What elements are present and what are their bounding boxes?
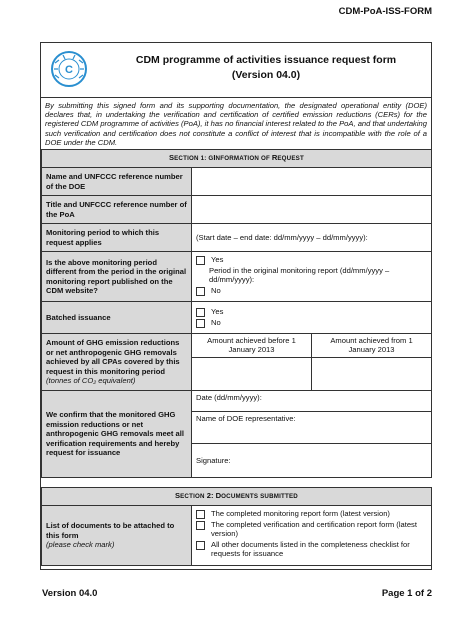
documents-checklist (192, 506, 432, 566)
amount-label-text: Amount of GHG emission reductions or net anthropogenic GHG removals achieved by all CPAs covered by this request in this monitoring period (46, 338, 180, 376)
period-different-yes-option[interactable] (196, 255, 427, 265)
footer-page-number: Page 1 of 2 (381, 588, 432, 599)
document-checkbox[interactable] (196, 510, 205, 519)
batched-issuance-label: Batched issuance (42, 302, 192, 334)
document-item[interactable] (196, 540, 427, 559)
document-checkbox[interactable] (196, 541, 205, 550)
footer-version: Version 04.0 (42, 588, 98, 599)
no-label: No (211, 285, 221, 295)
section-gap (42, 478, 432, 488)
period-original-text: Period in the original monitoring report (dd/mm/yyyy – dd/mm/yyyy): (209, 266, 390, 285)
monitoring-period-label: Monitoring period to which this request applies (42, 224, 192, 252)
intro-declaration: By submitting this signed form and its supporting documentation, the designated operational entity (DOE) declares that, in undertaking the verification and certification of certified emission reductions (CERs) for the registered CDM programme of activities (PoA), it has no financial interest related to the PoA, and that undertaking such verification and certification does not constitute a conflict of interest that is incompatible with the role of a DOE under the CDM. (45, 101, 427, 147)
signature-field[interactable] (192, 444, 432, 478)
documents-label-text: List of documents to be attached to this form (46, 521, 175, 540)
amount-from-2013-header: Amount achieved from 1 January 2013 (312, 334, 431, 358)
document-item[interactable] (196, 509, 427, 519)
amount-label (42, 334, 192, 391)
amount-unit: (tonnes of CO₂ equivalent) (46, 376, 136, 386)
doe-reference-label: Name and UNFCCC reference number of the DOE (42, 168, 192, 196)
batched-no-label: No (211, 318, 221, 327)
section-1-heading: SECTION 1: GINFORMATION OF REQUEST (42, 150, 432, 168)
batched-no-checkbox[interactable] (196, 319, 205, 328)
period-different-no-option[interactable] (196, 286, 427, 296)
date-label: Date (dd/mm/yyyy): (196, 393, 262, 402)
yes-label: Yes (211, 255, 224, 264)
title-line-2: (Version 04.0) (231, 69, 301, 81)
documents-list-label (42, 506, 192, 566)
poa-reference-field[interactable] (192, 196, 432, 224)
title-line-1: CDM programme of activities issuance request form (135, 54, 397, 66)
no-checkbox[interactable] (196, 287, 205, 296)
signature-label: Signature: (196, 455, 231, 465)
document-item-label: The completed verification and certification report form (latest version) (211, 520, 417, 539)
confirmation-label: We confirm that the monitored GHG emission reductions or net anthropogenic GHG removals meet all verification requirements and hereby request for issuance (42, 391, 192, 478)
yes-checkbox[interactable] (196, 256, 205, 265)
section-2-heading: SECTION 2: DOCUMENTS SUBMITTED (42, 488, 432, 506)
document-item[interactable] (196, 520, 427, 539)
documents-hint: (please check mark) (46, 540, 115, 550)
document-item-label: All other documents listed in the completeness checklist for requests for issuance (211, 539, 410, 559)
amount-before-2013-field[interactable] (192, 358, 311, 390)
batched-yes-checkbox[interactable] (196, 308, 205, 317)
date-field[interactable] (192, 391, 432, 412)
form-header (41, 43, 431, 98)
request-form-table (41, 149, 432, 566)
amount-before-2013-header: Amount achieved before 1 January 2013 (192, 334, 311, 358)
form-id: CDM-PoA-ISS-FORM (338, 6, 432, 17)
poa-reference-label: Title and UNFCCC reference number of the PoA (42, 196, 192, 224)
doe-reference-field[interactable] (192, 168, 432, 196)
unfccc-logo-icon (49, 49, 89, 89)
period-different-label: Is the above monitoring period different from the period in the original monitoring report published on the CDM website? (42, 252, 192, 302)
batched-yes-option[interactable] (196, 307, 427, 317)
amount-cells (192, 334, 432, 391)
doe-representative-label: Name of DOE representative: (196, 414, 296, 423)
batched-issuance-options (192, 302, 432, 334)
form-frame (40, 42, 432, 570)
amount-from-2013-field[interactable] (312, 358, 431, 390)
form-title (111, 53, 421, 83)
period-different-options (192, 252, 432, 302)
batched-no-option[interactable] (196, 318, 427, 328)
monitoring-period-hint: (Start date – end date: dd/mm/yyyy – dd/mm/yyyy): (196, 232, 368, 242)
batched-yes-label: Yes (211, 307, 224, 316)
svg-text:C: C (65, 64, 73, 76)
doe-representative-field[interactable] (192, 412, 432, 444)
monitoring-period-field[interactable] (192, 224, 432, 252)
document-item-label: The completed monitoring report form (latest version) (211, 509, 390, 518)
document-checkbox[interactable] (196, 521, 205, 530)
